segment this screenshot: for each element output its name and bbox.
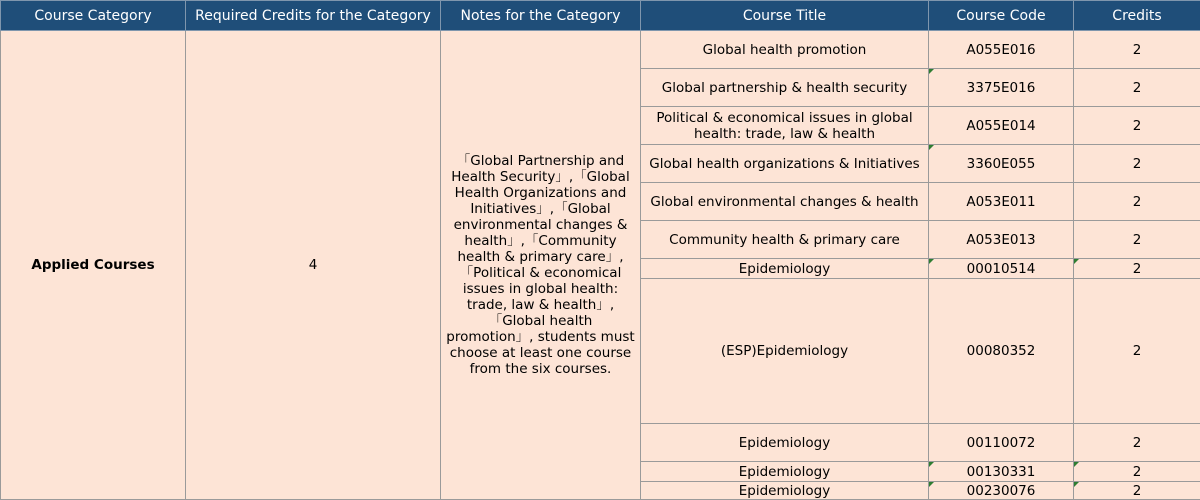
header-row	[1, 1, 1200, 31]
credits-cell[interactable]: 2	[1074, 259, 1200, 279]
course-code-cell[interactable]: A053E013	[929, 221, 1074, 259]
course-code-cell[interactable]: A053E011	[929, 183, 1074, 221]
course-code-cell[interactable]: 00080352	[929, 279, 1074, 424]
course-title-cell[interactable]: Political & economical issues in global health: trade, law & health	[641, 107, 929, 145]
course-title-cell[interactable]: Epidemiology	[641, 482, 929, 500]
course-title-cell[interactable]: Community health & primary care	[641, 221, 929, 259]
header-course-category[interactable]: Course Category	[1, 1, 186, 31]
category-notes-cell[interactable]: 「Global Partnership and Health Security」,「Global Health Organizations and Initiatives」,「Global environmental changes & health」,「Community health & primary care」,「Political & economical issues in global health: trade, law & health」,「Global health promotion」, students must choose at least one course from the six courses.	[441, 31, 641, 500]
course-title-cell[interactable]: (ESP)Epidemiology	[641, 279, 929, 424]
credits-cell[interactable]: 2	[1074, 424, 1200, 462]
course-code-cell[interactable]: 3375E016	[929, 69, 1074, 107]
header-notes[interactable]: Notes for the Category	[441, 1, 641, 31]
credits-cell[interactable]: 2	[1074, 31, 1200, 69]
table-row	[1, 31, 1200, 69]
required-credits-cell[interactable]: 4	[186, 31, 441, 500]
header-course-code[interactable]: Course Code	[929, 1, 1074, 31]
course-title-cell[interactable]: Epidemiology	[641, 424, 929, 462]
course-title-cell[interactable]: Global health organizations & Initiatives	[641, 145, 929, 183]
credits-cell[interactable]: 2	[1074, 279, 1200, 424]
course-title-cell[interactable]: Epidemiology	[641, 462, 929, 482]
credits-cell[interactable]: 2	[1074, 482, 1200, 500]
header-course-title[interactable]: Course Title	[641, 1, 929, 31]
course-code-cell[interactable]: 00130331	[929, 462, 1074, 482]
course-title-cell[interactable]: Global environmental changes & health	[641, 183, 929, 221]
course-code-cell[interactable]: 00110072	[929, 424, 1074, 462]
course-code-cell[interactable]: 3360E055	[929, 145, 1074, 183]
credits-cell[interactable]: 2	[1074, 69, 1200, 107]
course-code-cell[interactable]: A055E016	[929, 31, 1074, 69]
course-category-cell[interactable]: Applied Courses	[1, 31, 186, 500]
credits-cell[interactable]: 2	[1074, 183, 1200, 221]
course-title-cell[interactable]: Epidemiology	[641, 259, 929, 279]
credits-cell[interactable]: 2	[1074, 145, 1200, 183]
header-credits[interactable]: Credits	[1074, 1, 1200, 31]
course-code-cell[interactable]: 00010514	[929, 259, 1074, 279]
course-title-cell[interactable]: Global health promotion	[641, 31, 929, 69]
course-title-cell[interactable]: Global partnership & health security	[641, 69, 929, 107]
course-code-cell[interactable]: 00230076	[929, 482, 1074, 500]
credits-cell[interactable]: 2	[1074, 107, 1200, 145]
credits-cell[interactable]: 2	[1074, 462, 1200, 482]
header-required-credits[interactable]: Required Credits for the Category	[186, 1, 441, 31]
course-code-cell[interactable]: A055E014	[929, 107, 1074, 145]
credits-cell[interactable]: 2	[1074, 221, 1200, 259]
